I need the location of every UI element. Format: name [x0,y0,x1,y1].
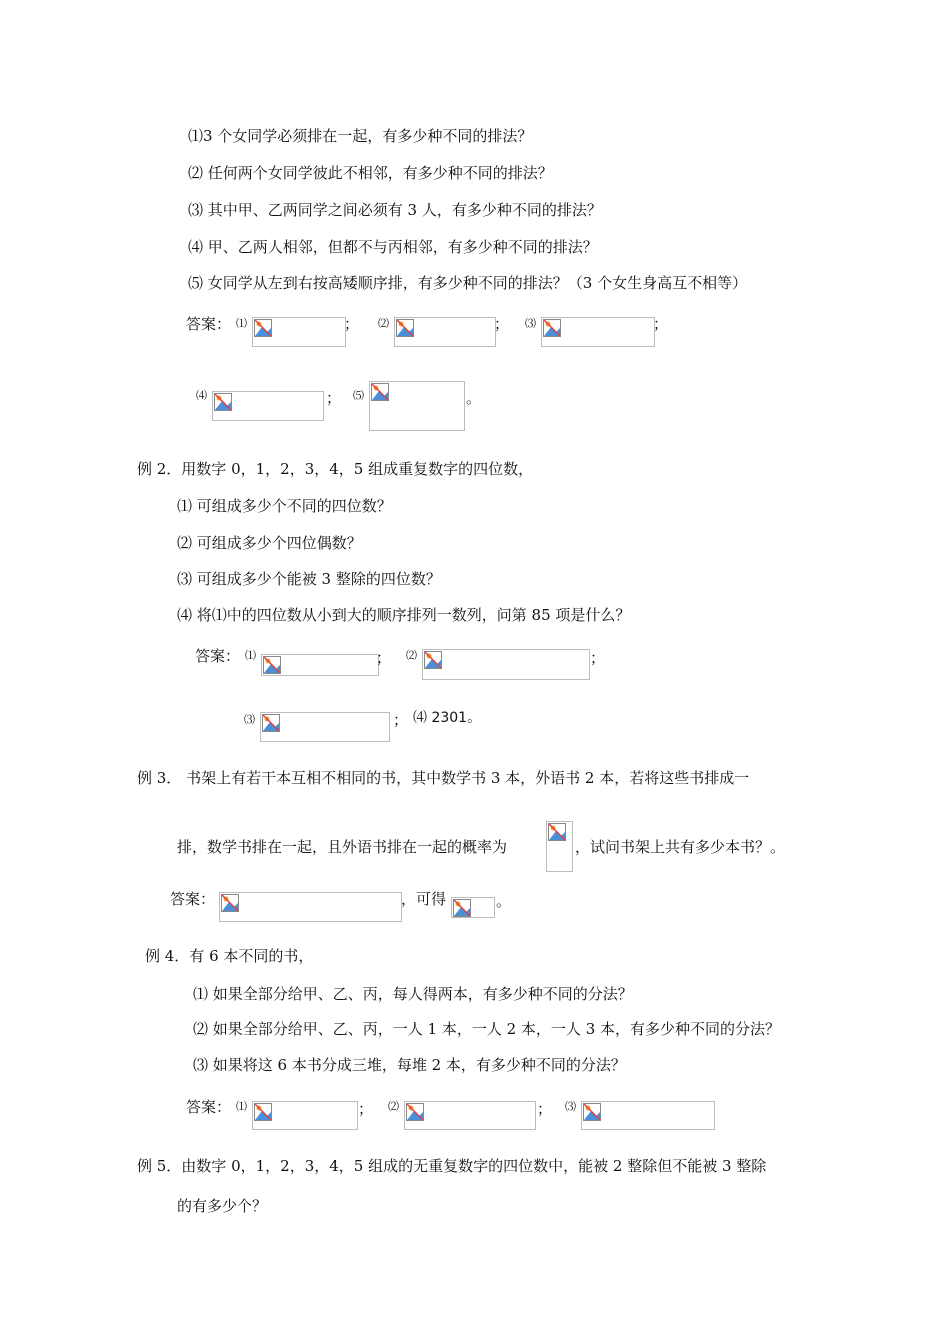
example-title: 例 3． 书架上有若干本互相不相同的书，其中数学书 3 本，外语书 2 本，若将这些书排成一 [137,769,750,787]
separator: 。 [466,389,482,407]
formula-image [219,892,402,922]
formula-image [212,391,324,421]
separator: 。 [496,892,512,910]
broken-image-icon [396,319,414,337]
answer-label: 答案： [195,647,241,665]
formula-image [541,317,655,347]
question-text: 的有多少个？ [177,1197,268,1215]
question-text: ，试问书架上共有多少本书？。 [575,838,786,856]
answer-number: ⑶ [244,713,255,726]
question-text: ⑶ 其中甲、乙两同学之间必须有 3 人，有多少种不同的排法？ [188,201,602,219]
formula-image [261,654,379,676]
broken-image-icon [424,651,442,669]
answer-label: 答案： [186,315,232,333]
answer-label: 答案： [170,890,216,908]
question-text: ⑶ 可组成多少个能被 3 整除的四位数？ [177,570,441,588]
answer-number: ⑴ [236,317,247,330]
broken-image-icon [543,319,561,337]
separator: ； [326,389,342,407]
question-text: ⑵ 任何两个女同学彼此不相邻，有多少种不同的排法？ [188,164,553,182]
broken-image-icon [254,319,272,337]
answer-number: ⑷ [196,389,207,402]
formula-image [252,317,346,347]
question-text: ⑵ 可组成多少个四位偶数？ [177,534,362,552]
broken-image-icon [406,1103,424,1121]
question-text: ⑴ 可组成多少个不同的四位数？ [177,497,392,515]
answer-number: ⑴ [245,649,256,662]
broken-image-icon [548,823,566,841]
example-title: 例 4．有 6 本不同的书， [145,947,314,965]
answer-number: ⑴ [236,1100,247,1113]
question-text: ⑴3 个女同学必须排在一起，有多少种不同的排法？ [188,127,533,145]
broken-image-icon [263,656,281,674]
separator: ； [537,1100,553,1118]
example-title: 例 2．用数字 0，1，2，3，4，5 组成重复数字的四位数， [137,460,534,478]
question-text: ⑷ 将⑴中的四位数从小到大的顺序排列一数列，问第 85 项是什么？ [177,606,631,624]
formula-image [394,317,496,347]
broken-image-icon [583,1103,601,1121]
separator: ； [344,315,360,333]
formula-image [581,1101,715,1130]
question-text: ⑷ 甲、乙两人相邻，但都不与丙相邻，有多少种不同的排法？ [188,238,598,256]
broken-image-icon [214,393,232,411]
separator: ； [653,315,669,333]
question-text: ⑸ 女同学从左到右按高矮顺序排，有多少种不同的排法？（3 个女生身高互不相等） [188,274,748,292]
question-text: ⑴ 如果全部分给甲、乙、丙，每人得两本，有多少种不同的分法？ [193,985,633,1003]
question-text: 排，数学书排在一起，且外语书排在一起的概率为 [177,838,508,856]
separator: ； [358,1100,374,1118]
broken-image-icon [262,714,280,732]
broken-image-icon [254,1103,272,1121]
answer-number: ⑶ [525,317,536,330]
separator: ； [590,649,606,667]
formula-image [404,1101,536,1130]
formula-image [252,1101,358,1130]
question-text: ⑶ 如果将这 6 本书分成三堆，每堆 2 本，有多少种不同的分法？ [193,1056,626,1074]
example-title: 例 5．由数字 0，1，2，3，4，5 组成的无重复数字的四位数中，能被 2 整除但不能被 3 整除 [137,1157,767,1175]
broken-image-icon [371,383,389,401]
broken-image-icon [221,894,239,912]
formula-image [369,381,465,431]
broken-image-icon [453,899,471,917]
answer-number: ⑵ [388,1100,399,1113]
formula-image [422,649,590,680]
separator: ； [376,649,392,667]
formula-image [260,712,390,742]
answer-number: ⑶ [565,1100,576,1113]
formula-image [451,897,495,918]
separator: ； [393,711,409,729]
answer-number: ⑵ [406,649,417,662]
formula-image [546,821,573,872]
answer-text: ，可得 [401,890,447,908]
separator: ； [494,315,510,333]
answer-label: 答案： [186,1098,232,1116]
answer-number: ⑸ [353,389,364,402]
question-text: ⑵ 如果全部分给甲、乙、丙，一人 1 本，一人 2 本，一人 3 本，有多少种不同的分法？ [193,1020,781,1038]
answer-number: ⑵ [378,317,389,330]
answer-value: ⑷ 2301。 [413,710,482,726]
